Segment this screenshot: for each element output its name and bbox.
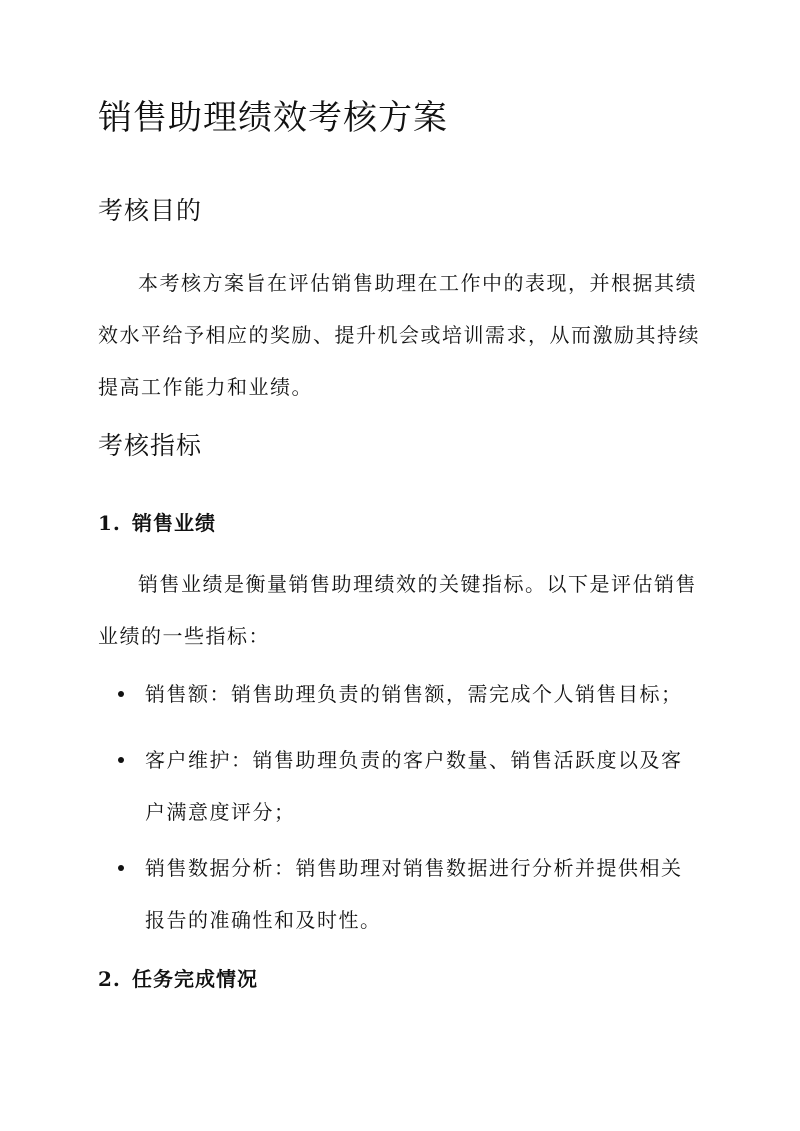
document-title: 销售助理绩效考核方案 <box>98 98 448 138</box>
list-item <box>118 734 698 838</box>
section-heading-indicators: 考核指标 <box>98 431 203 460</box>
list-item-text: 销售数据分析：销售助理对销售数据进行分析并提供相关报告的准确性和及时性。 <box>145 856 683 932</box>
subheading-sales-performance <box>98 508 216 538</box>
sales-performance-intro: 销售业绩是衡量销售助理绩效的关键指标。以下是评估销售业绩的一些指标： <box>98 572 697 648</box>
subheading-number: 1. <box>98 511 121 535</box>
subheading-task-completion <box>98 964 258 994</box>
list-item <box>118 842 698 946</box>
subheading-label: 销售业绩 <box>132 511 216 535</box>
section-heading-purpose: 考核目的 <box>98 196 203 225</box>
subheading-label: 任务完成情况 <box>132 967 258 991</box>
bullet-icon <box>118 865 124 871</box>
purpose-paragraph: 本考核方案旨在评估销售助理在工作中的表现，并根据其绩效水平给予相应的奖励、提升机会或培训需求，从而激励其持续提高工作能力和业绩。 <box>98 271 700 399</box>
bullet-icon <box>118 757 124 763</box>
list-item <box>118 668 698 720</box>
subheading-number: 2. <box>98 967 121 991</box>
list-item-text: 客户维护：销售助理负责的客户数量、销售活跃度以及客户满意度评分； <box>145 748 683 824</box>
list-item-text: 销售额：销售助理负责的销售额，需完成个人销售目标； <box>145 682 683 706</box>
bullet-icon <box>118 691 124 697</box>
